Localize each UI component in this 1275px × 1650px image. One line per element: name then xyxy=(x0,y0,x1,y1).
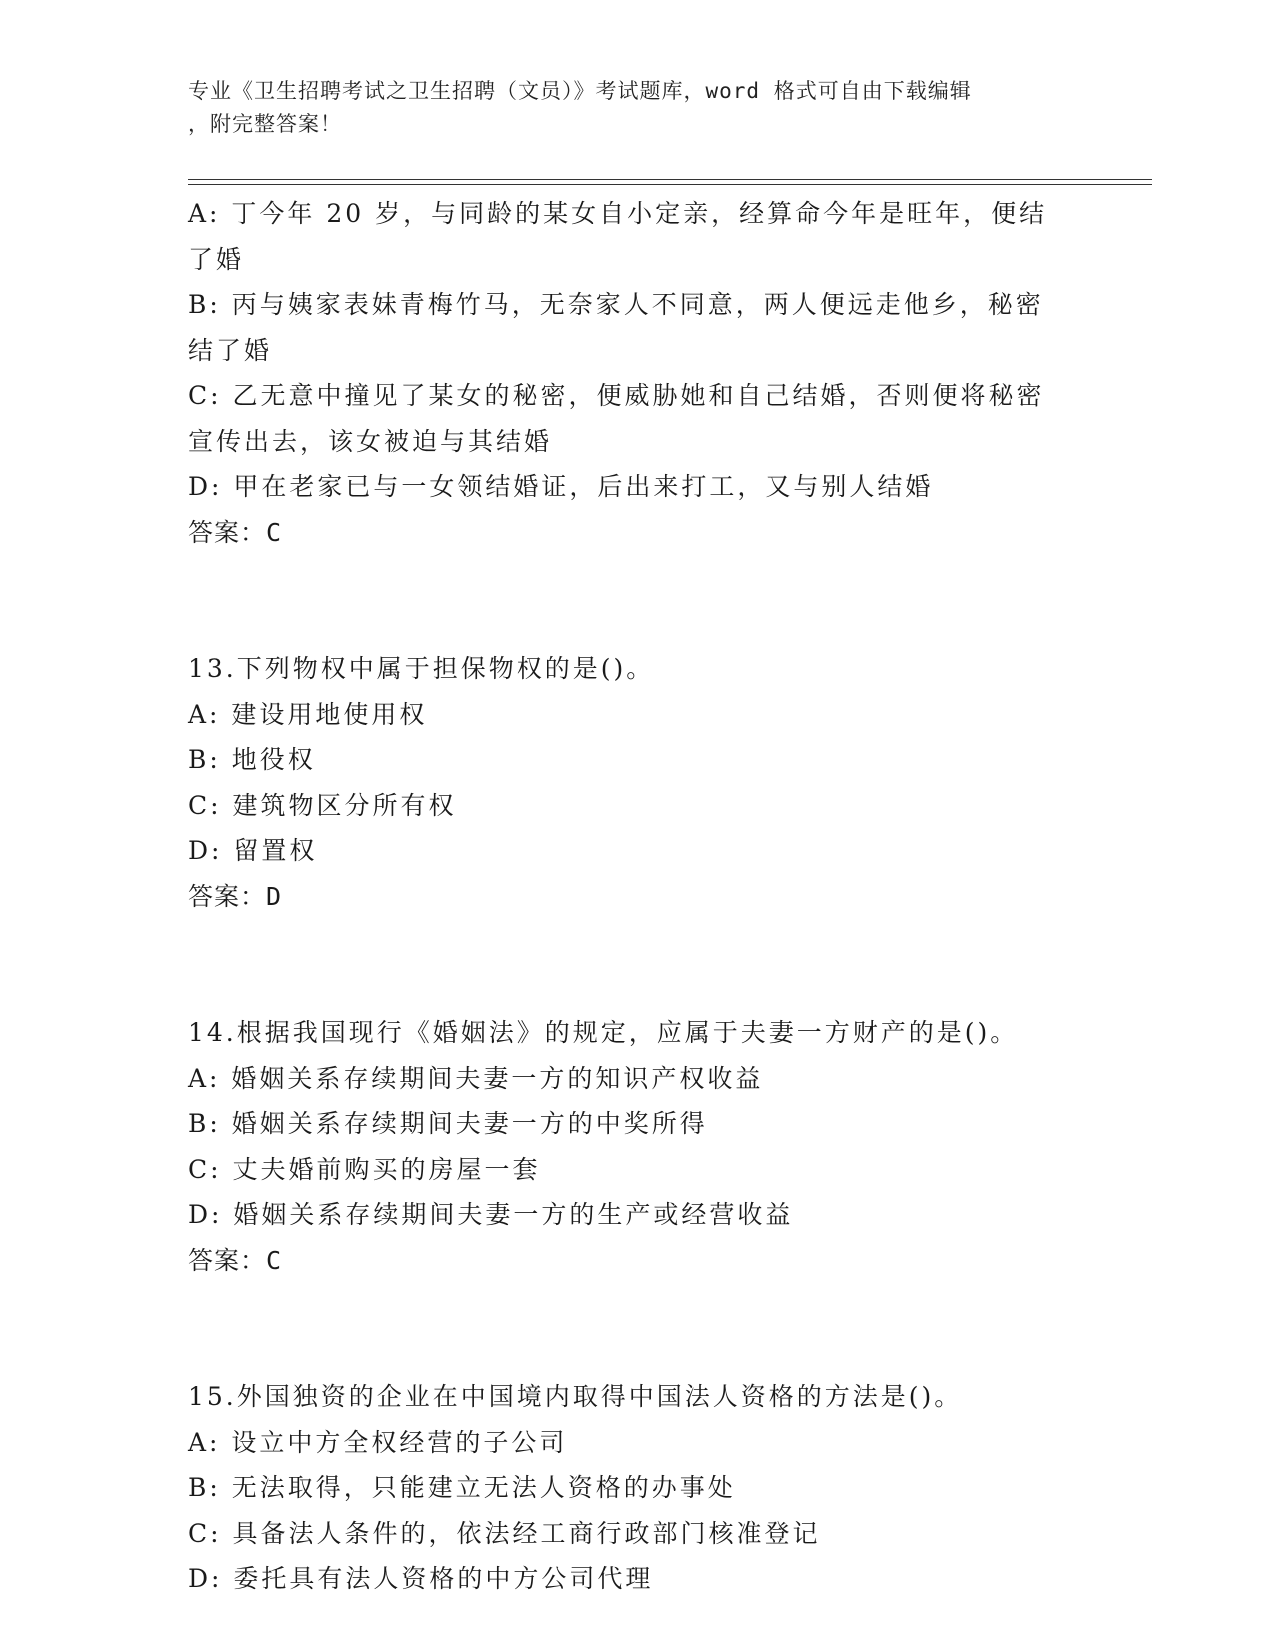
option-b: B: 婚姻关系存续期间夫妻一方的中奖所得 xyxy=(188,1109,708,1138)
question-12 xyxy=(188,191,1088,555)
option-b: B: 地役权 xyxy=(188,745,316,774)
option-line: A: 丁今年 20 岁，与同龄的某女自小定亲，经算命今年是旺年，便结 xyxy=(188,199,1048,228)
question-14 xyxy=(188,1010,1088,1283)
option-c: C: 建筑物区分所有权 xyxy=(188,790,457,820)
option-b: B: 无法取得，只能建立无法人资格的办事处 xyxy=(188,1473,736,1502)
question-stem: 14.根据我国现行《婚姻法》的规定，应属于夫妻一方财产的是()。 xyxy=(188,1018,1019,1047)
question-stem: 15.外国独资的企业在中国境内取得中国法人资格的方法是()。 xyxy=(188,1382,963,1411)
option-a: A: 建设用地使用权 xyxy=(188,699,428,729)
option-line: B: 丙与姨家表妹青梅竹马，无奈家人不同意，两人便远走他乡，秘密 xyxy=(188,290,1044,319)
option-d: D: 留置权 xyxy=(188,836,318,865)
option-a: A: 设立中方全权经营的子公司 xyxy=(188,1427,568,1457)
spacer xyxy=(188,1283,1088,1374)
header-line-2: ，附完整答案！ xyxy=(188,112,342,136)
header-line-1: 专业《卫生招聘考试之卫生招聘（文员）》考试题库，word 格式可自由下载编辑 xyxy=(188,79,972,103)
option-line: 结了婚 xyxy=(188,335,273,365)
document-header xyxy=(188,75,1088,141)
answer-line: 答案：D xyxy=(188,881,283,911)
option-line: 宣传出去，该女被迫与其结婚 xyxy=(188,426,553,456)
header-divider-bottom xyxy=(188,184,1152,185)
option-line: C: 乙无意中撞见了某女的秘密，便威胁她和自己结婚，否则便将秘密 xyxy=(188,381,1045,410)
option-line: 了婚 xyxy=(188,244,245,274)
answer-line: 答案：C xyxy=(188,517,283,547)
option-d: D: 婚姻关系存续期间夫妻一方的生产或经营收益 xyxy=(188,1200,794,1229)
option-line: D: 甲在老家已与一女领结婚证，后出来打工，又与别人结婚 xyxy=(188,472,934,501)
option-c: C: 丈夫婚前购买的房屋一套 xyxy=(188,1154,541,1184)
spacer xyxy=(188,919,1088,1010)
option-c: C: 具备法人条件的，依法经工商行政部门核准登记 xyxy=(188,1518,821,1548)
option-a: A: 婚姻关系存续期间夫妻一方的知识产权收益 xyxy=(188,1063,764,1093)
spacer xyxy=(188,555,1088,646)
question-13 xyxy=(188,646,1088,919)
answer-line: 答案：C xyxy=(188,1245,283,1275)
header-divider-top xyxy=(188,179,1152,180)
question-stem: 13.下列物权中属于担保物权的是()。 xyxy=(188,654,655,683)
question-list xyxy=(188,191,1088,1602)
question-15 xyxy=(188,1374,1088,1602)
option-d: D: 委托具有法人资格的中方公司代理 xyxy=(188,1564,654,1593)
